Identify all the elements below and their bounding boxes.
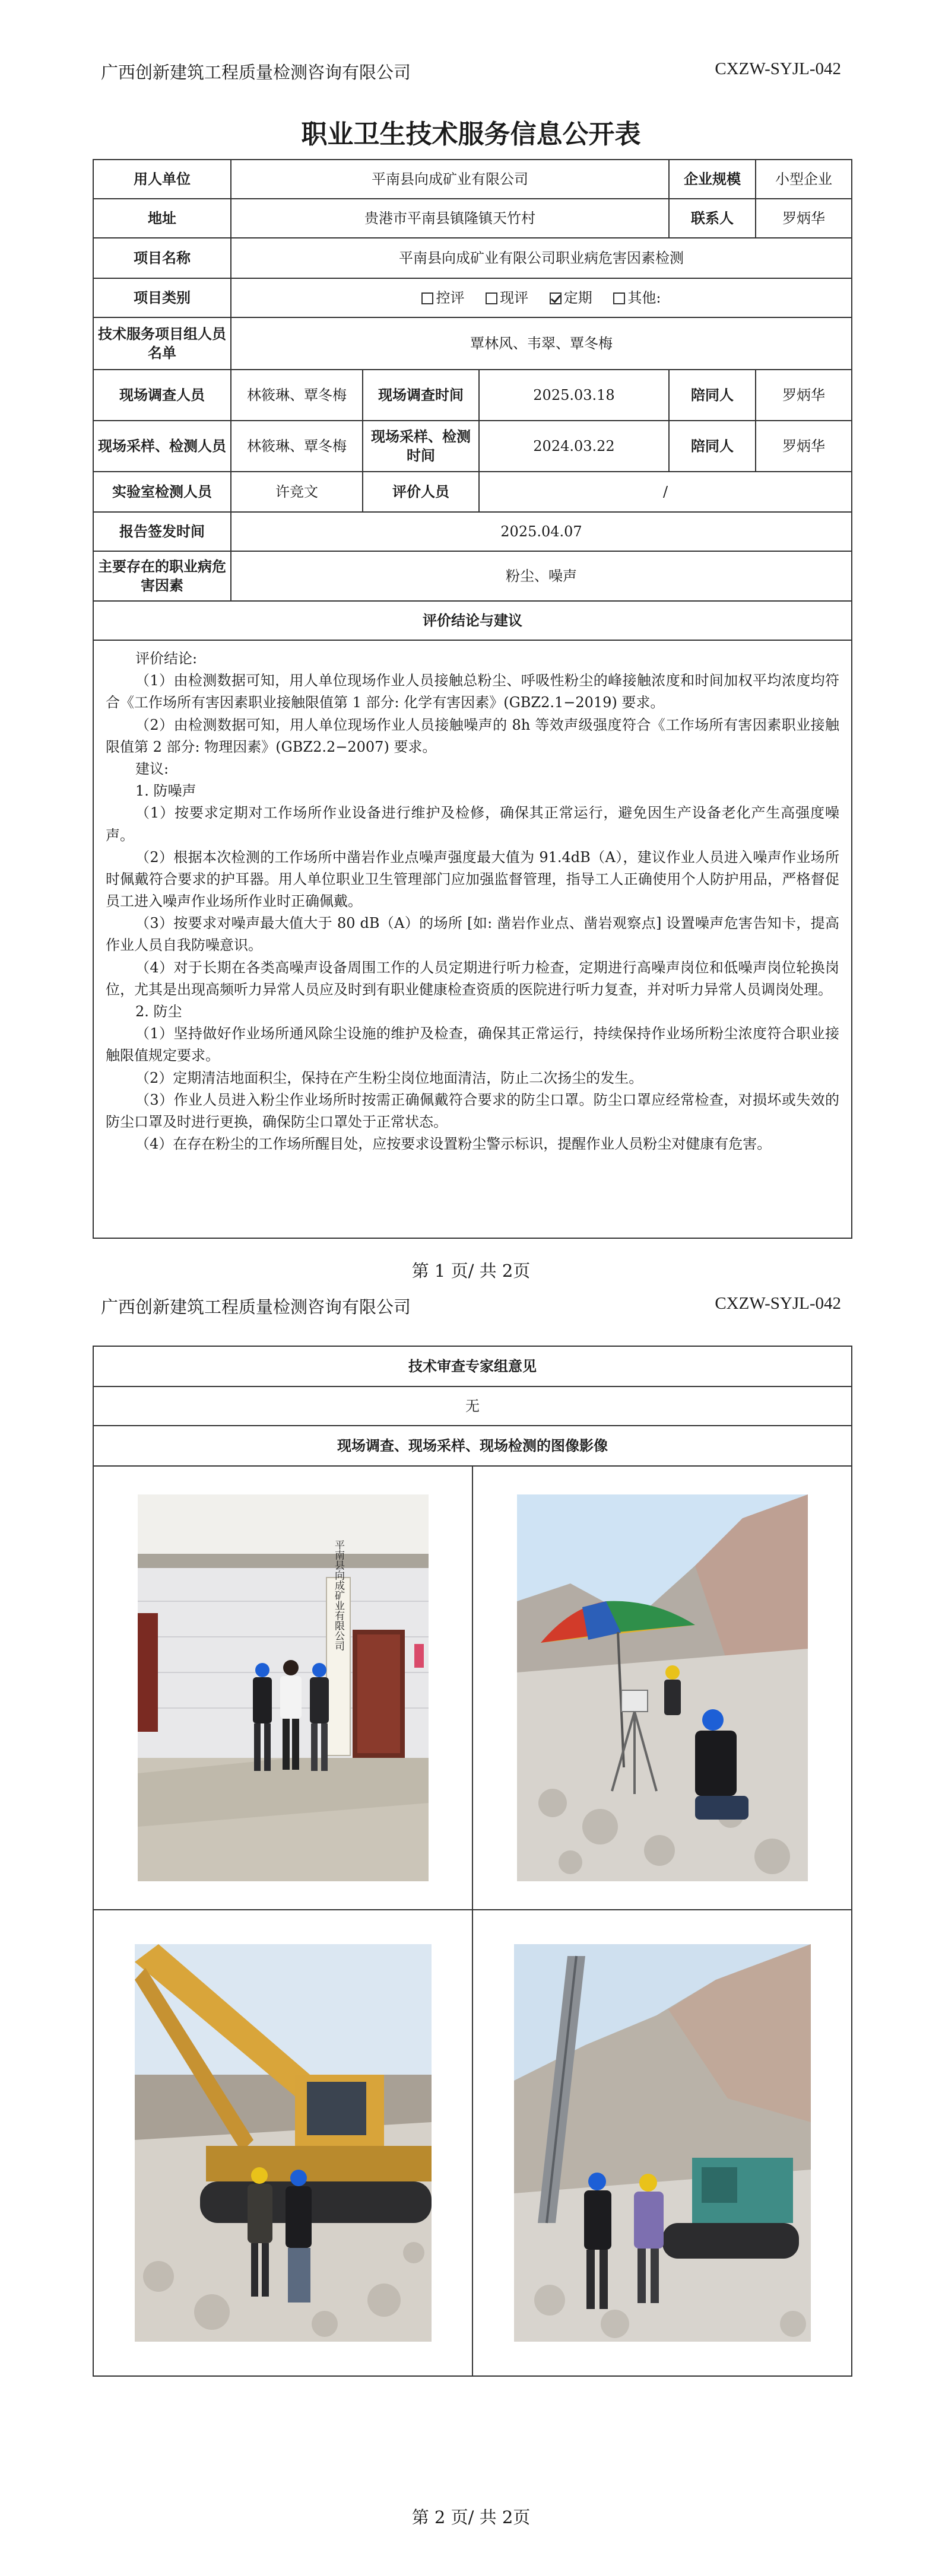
photo-quarry-sampling	[517, 1494, 808, 1881]
team-value: 覃林风、韦翠、覃冬梅	[231, 317, 852, 370]
images-label: 现场调查、现场采样、现场检测的图像影像	[93, 1426, 852, 1466]
checkbox-pre-evaluation[interactable]	[421, 292, 433, 304]
header-company-p2: 广西创新建筑工程质量检测咨询有限公司	[101, 1297, 411, 1317]
photo-cell-1	[93, 1466, 472, 1910]
evaluator-label: 评价人员	[363, 472, 479, 512]
noise-item-2: （2）根据本次检测的工作场所中凿岩作业点噪声强度最大值为 91.4dB（A），建议作业人员进入噪声作业场所时佩戴符合要求的护耳器。用人单位职业卫生管理部门应加强监督管理，指导工人正确使用个人防护用品，严格督促员工进入噪声作业场所作业时正确佩戴。	[106, 848, 839, 910]
option-other: 其他:	[627, 289, 661, 306]
office-sign-text: 平南县向成矿业有限公司	[332, 1540, 344, 1651]
page-2-footer: 第 2 页/ 共 2页	[411, 2507, 531, 2527]
page-2	[0, 1288, 942, 2576]
address-label: 地址	[93, 199, 231, 238]
image-table	[93, 1346, 852, 2377]
conclusion-item-2: （2）由检测数据可知，用人单位现场作业人员接触噪声的 8h 等效声级强度符合《工作场所有害因素职业接触限值第 2 部分: 物理因素》(GBZ2.2−2007) 要求。	[106, 716, 839, 755]
sampling-time-label: 现场采样、检测时间	[363, 421, 479, 472]
document-title: 职业卫生技术服务信息公开表	[301, 119, 641, 150]
report-time-value: 2025.04.07	[231, 512, 852, 551]
page-1-footer: 第 1 页/ 共 2页	[411, 1261, 531, 1281]
header-doc-code: CXZW-SYJL-042	[715, 59, 841, 78]
escort2-value: 罗炳华	[756, 421, 852, 472]
survey-staff-label: 现场调查人员	[93, 370, 231, 421]
lab-staff-value: 许竞文	[231, 472, 363, 512]
survey-staff-value: 林筱琳、覃冬梅	[231, 370, 363, 421]
project-name-label: 项目名称	[93, 238, 231, 278]
dust-item-1: （1）坚持做好作业场所通风除尘设施的维护及检查，确保其正常运行，持续保持作业场所粉尘浓度符合职业接触限值规定要求。	[106, 1025, 839, 1064]
info-table	[93, 159, 852, 1239]
contact-value: 罗炳华	[756, 199, 852, 238]
address-value: 贵港市平南县镇隆镇天竹村	[231, 199, 669, 238]
dust-heading: 2. 防尘	[135, 1003, 182, 1020]
suggestion-heading: 建议:	[135, 760, 169, 777]
photo-drill-rig	[514, 1944, 811, 2342]
noise-item-4: （4）对于长期在各类高噪声设备周围工作的人员定期进行听力检查，定期进行高噪声岗位和低噪声岗位轮换岗位，尤其是出现高频听力异常人员应及时到有职业健康检查资质的医院进行听力复查，并对听力异常人员调岗处理。	[106, 959, 839, 998]
survey-time-value: 2025.03.18	[479, 370, 669, 421]
conclusion-body	[93, 640, 852, 1238]
lab-staff-label: 实验室检测人员	[93, 472, 231, 512]
conclusion-label: 评价结论与建议	[93, 601, 852, 640]
report-time-label: 报告签发时间	[93, 512, 231, 551]
hazards-value: 粉尘、噪声	[231, 551, 852, 601]
photo-cell-2	[472, 1466, 852, 1910]
employer-label: 用人单位	[93, 160, 231, 199]
dust-item-2: （2）定期清洁地面积尘，保持在产生粉尘岗位地面清洁，防止二次扬尘的发生。	[135, 1069, 643, 1086]
photo-cell-3	[93, 1910, 472, 2376]
hazards-label: 主要存在的职业病危害因素	[93, 551, 231, 601]
checkbox-current-evaluation[interactable]	[486, 292, 497, 304]
scale-value: 小型企业	[756, 160, 852, 199]
dust-item-4: （4）在存在粉尘的工作场所醒目处，应按要求设置粉尘警示标识，提醒作业人员粉尘对健康有危害。	[135, 1136, 772, 1153]
expert-value: 无	[93, 1386, 852, 1426]
header-company: 广西创新建筑工程质量检测咨询有限公司	[101, 62, 411, 82]
escort-label: 陪同人	[669, 370, 756, 421]
conclusion-heading: 评价结论:	[135, 650, 198, 667]
photo-excavator	[135, 1944, 432, 2342]
sampling-staff-label: 现场采样、检测人员	[93, 421, 231, 472]
escort2-label: 陪同人	[669, 421, 756, 472]
option-periodic: 定期	[563, 289, 592, 306]
noise-item-3: （3）按要求对噪声最大值大于 80 dB（A）的场所 [如: 凿岩作业点、凿岩观察点] 设置噪声危害告知卡，提高作业人员自我防噪意识。	[106, 915, 839, 954]
project-type-label: 项目类别	[93, 278, 231, 317]
survey-time-label: 现场调查时间	[363, 370, 479, 421]
employer-value: 平南县向成矿业有限公司	[231, 160, 669, 199]
noise-heading: 1. 防噪声	[135, 783, 196, 800]
evaluator-value: /	[479, 472, 852, 512]
expert-label: 技术审查专家组意见	[93, 1346, 852, 1386]
option-current-evaluation: 现评	[500, 289, 529, 306]
project-type-options	[231, 278, 852, 317]
sampling-time-value: 2024.03.22	[479, 421, 669, 472]
conclusion-item-1: （1）由检测数据可知，用人单位现场作业人员接触总粉尘、呼吸性粉尘的峰接触浓度和时间加权平均浓度均符合《工作场所有害因素职业接触限值第 1 部分: 化学有害因素》(GBZ2.1−2019) 要求。	[106, 672, 839, 711]
checkbox-periodic[interactable]	[550, 292, 562, 304]
noise-item-1: （1）按要求定期对工作场所作业设备进行维护及检修，确保其正常运行，避免因生产设备老化产生高强度噪声。	[106, 804, 839, 844]
checkbox-other[interactable]	[613, 292, 625, 304]
photo-survey-group	[138, 1494, 429, 1881]
sampling-staff-value: 林筱琳、覃冬梅	[231, 421, 363, 472]
scale-label: 企业规模	[669, 160, 756, 199]
project-name-value: 平南县向成矿业有限公司职业病危害因素检测	[231, 238, 852, 278]
option-pre-evaluation: 控评	[436, 289, 465, 306]
dust-item-3: （3）作业人员进入粉尘作业场所时按需正确佩戴符合要求的防尘口罩。防尘口罩应经常检查，对损坏或失效的防尘口罩及时进行更换，确保防尘口罩处于正常状态。	[106, 1091, 839, 1130]
contact-label: 联系人	[669, 199, 756, 238]
header-doc-code-p2: CXZW-SYJL-042	[715, 1294, 841, 1313]
team-label: 技术服务项目组人员名单	[93, 317, 231, 370]
photo-cell-4	[472, 1910, 852, 2376]
escort-value: 罗炳华	[756, 370, 852, 421]
